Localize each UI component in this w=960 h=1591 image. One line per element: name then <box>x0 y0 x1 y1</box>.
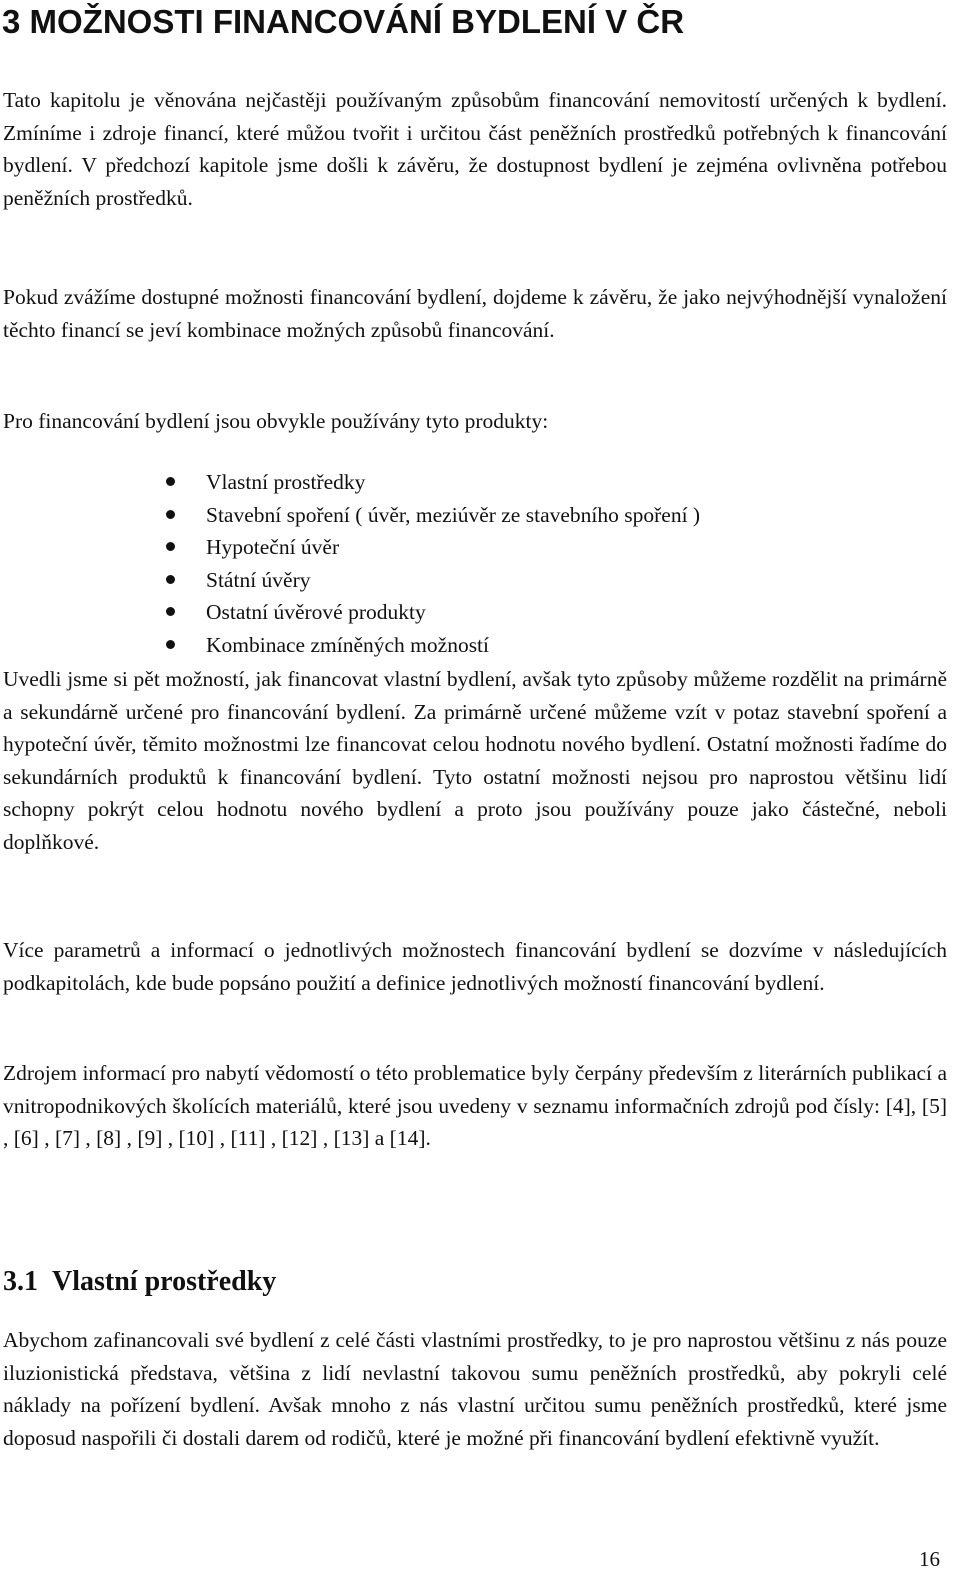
bullet-icon <box>166 542 175 551</box>
list-item <box>166 466 700 499</box>
list-item-label: Vlastní prostředky <box>206 470 366 494</box>
bullet-icon <box>166 607 175 616</box>
list-item-label: Stavební spoření ( úvěr, meziúvěr ze stavebního spoření ) <box>206 502 701 527</box>
list-item <box>166 499 700 532</box>
page-number: 16 <box>919 1547 940 1571</box>
paragraph-primary-secondary: Uvedli jsme si pět možností, jak financovat vlastní bydlení, avšak tyto způsoby můžeme rozdělit na primárně a sekundárně určené pro financování bydlení. Za primárně určené můžeme vzít v potaz stavební spoření a hypoteční úvěr, těmito možnostmi lze financovat celou hodnotu nového bydlení. Ostatní možnosti řadíme do sekundárních produktů k financování bydlení. Tyto ostatní možnosti nejsou pro naprostou většinu lidí schopny pokrýt celou hodnotu nového bydlení a proto jsou používány pouze jako částečné, neboli doplňkové. <box>3 667 947 854</box>
section-title-text: Vlastní prostředky <box>52 1266 277 1297</box>
paragraph-more-parameters: Více parametrů a informací o jednotlivých možnostech financování bydlení se dozvíme v následujících podkapitolách, kde bude popsáno použití a definice jednotlivých možností financování bydlení. <box>3 938 947 995</box>
bullet-icon <box>166 640 175 649</box>
paragraph-combination: Pokud zvážíme dostupné možnosti financování bydlení, dojdeme k závěru, že jako nejvýhodnější vynaložení těchto financí se jeví kombinace možných způsobů financování. <box>3 285 947 342</box>
section-title <box>3 1264 276 1300</box>
list-item <box>166 629 700 662</box>
list-item <box>166 596 700 629</box>
paragraph-own-funds: Abychom zafinancovali své bydlení z celé části vlastními prostředky, to je pro naprostou většinu z nás pouze iluzionistická představa, většina z lidí nevlastní takovou sumu peněžních prostředků, aby pokryli celé náklady na pořízení bydlení. Avšak mnoho z nás vlastní určitou sumu peněžních prostředků, které jsme doposud naspořili či dostali darem od rodičů, které je možné při financování bydlení efektivně využít. <box>3 1328 947 1450</box>
products-list <box>166 466 700 661</box>
list-item-label: Hypoteční úvěr <box>206 535 340 559</box>
list-item-label: Kombinace zmíněných možností <box>206 632 490 657</box>
paragraph-sources: Zdrojem informací pro nabytí vědomostí o této problematice byly čerpány především z literárních publikací a vnitropodnikových školících materiálů, které jsou uvedeny v seznamu informačních zdrojů pod čísly: [4], [5] , [6] , [7] , [8] , [9] , [10] , [11] , [12] , [13] a [14]. <box>3 1061 947 1150</box>
chapter-title: 3 MOŽNOSTI FINANCOVÁNÍ BYDLENÍ V ČR <box>2 3 685 40</box>
list-item <box>166 564 700 597</box>
paragraph-intro: Tato kapitolu je věnována nejčastěji používaným způsobům financování nemovitostí určených k bydlení. Zmíníme i zdroje financí, které můžou tvořit i určitou část peněžních prostředků potřebných k financování bydlení. V předchozí kapitole jsme došli k závěru, že dostupnost bydlení je zejména ovlivněna potřebou peněžních prostředků. <box>3 88 947 210</box>
bullet-icon <box>166 477 175 486</box>
bullet-icon <box>166 575 175 584</box>
paragraph-products-intro: Pro financování bydlení jsou obvykle používány tyto produkty: <box>3 409 549 433</box>
list-item-label: Ostatní úvěrové produkty <box>206 600 426 624</box>
section-number: 3.1 <box>3 1266 38 1297</box>
list-item <box>166 531 700 564</box>
list-item-label: Státní úvěry <box>206 567 311 592</box>
bullet-icon <box>166 510 175 519</box>
